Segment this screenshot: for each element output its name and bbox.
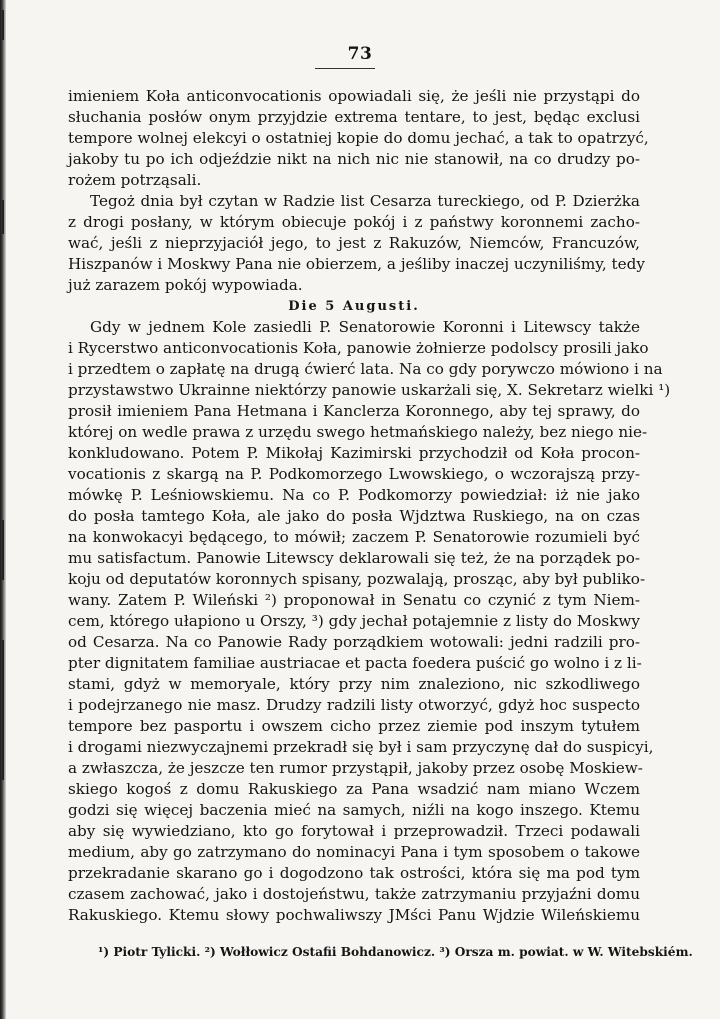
text-line: aby się wywiedziano, kto go forytował i przeprowadził. Trzeci podawali (68, 822, 640, 840)
text-line: przekradanie skarano go i dogodzono tak ostrości, która się ma pod tym (68, 864, 640, 882)
edge-mark (2, 10, 4, 40)
text-line: stami, gdyż w memoryale, który przy nim znaleziono, nic szkodliwego (68, 675, 640, 693)
text-line: jakoby tu po ich odjeździe nikt na nich nic nie stanowił, na co drudzy po- (68, 150, 640, 168)
page-number-rule (315, 68, 375, 69)
text-line: i Rycerstwo anticonvocationis Koła, panowie żołnierze podolscy prosili jako (68, 339, 649, 357)
text-line: od Cesarza. Na co Panowie Rady porządkiem wotowali: jedni radzili pro- (68, 633, 640, 651)
text-line: prosił imieniem Pana Hetmana i Kanclerza Koronnego, aby tej sprawy, do (68, 402, 640, 420)
edge-mark (2, 200, 4, 234)
text-line: której on wedle prawa z urzędu swego hetmańskiego należy, bez niego nie- (68, 423, 648, 441)
footnotes: ¹) Piotr Tylicki. ²) Wołłowicz Ostafii Bohdanowicz. ³) Orsza m. powiat. w W. Witebskiém. (98, 945, 693, 959)
text-line: imieniem Koła anticonvocationis opowiadali się, że jeśli nie przystąpi do (68, 87, 640, 105)
text-line: słuchania posłów onym przyjdzie extrema tentare, to jest, będąc exclusi (68, 108, 640, 126)
text-line: wany. Zatem P. Wileński ²) proponował in Senatu co czynić z tym Niem- (68, 591, 640, 609)
text-line: i podejrzanego nie masz. Drudzy radzili listy otworzyć, gdyż hoc suspecto (68, 696, 640, 714)
text-line: koju od deputatów koronnych spisany, pozwalają, prosząc, aby był publiko- (68, 570, 646, 588)
text-line: a zwłaszcza, że jeszcze ten rumor przystąpił, jakoby przez osobę Moskiew- (68, 759, 643, 777)
edge-mark (2, 640, 4, 780)
text-line: z drogi posłany, w którym obiecuje pokój i z państwy koronnemi zacho- (68, 213, 640, 231)
text-line: konkludowano. Potem P. Mikołaj Kazimirski przychodził od Koła procon- (68, 444, 640, 462)
text-line: Hiszpanów i Moskwy Pana nie obierzem, a jeśliby inaczej uczyniliśmy, tedy (68, 255, 645, 273)
text-line: na konwokacyi będącego, to mówił; zaczem P. Senatorowie rozumieli być (68, 528, 640, 546)
text-line: rożem potrząsali. (68, 171, 202, 189)
text-line: godzi się więcej baczenia mieć na samych, niźli na kogo inszego. Ktemu (68, 801, 640, 819)
body-text (68, 86, 671, 926)
text-line: medium, aby go zatrzymano do nominacyi Pana i tym sposobem o takowe (68, 843, 640, 861)
text-line: cem, którego ułapiono u Orszy, ³) gdy jechał potajemnie z listy do Moskwy (68, 612, 640, 630)
text-line: mu satisfactum. Panowie Litewscy deklarowali się też, że na porządek po- (68, 549, 640, 567)
text-line: do posła tamtego Koła, ale jako do posła Wjdztwa Ruskiego, na on czas (68, 507, 640, 525)
text-line: już zarazem pokój wypowiada. (68, 276, 303, 294)
text-line: mówkę P. Leśniowskiemu. Na co P. Podkomorzy powiedział: iż nie jako (68, 486, 640, 504)
text-line: pter dignitatem familiae austriacae et pacta foedera puścić go wolno i z li- (68, 654, 642, 672)
text-line: vocationis z skargą na P. Podkomorzego Lwowskiego, o wczorajszą przy- (68, 465, 640, 483)
page-number: 73 (347, 44, 373, 64)
page-binding-edge (0, 0, 6, 1019)
text-line: wać, jeśli z nieprzyjaciół jego, to jest z Rakuzów, Niemców, Francuzów, (68, 234, 640, 252)
text-line: Tegoż dnia był czytan w Radzie list Cesarza tureckiego, od P. Dzierżka (90, 192, 640, 210)
text-line: przystawstwo Ukrainne niektórzy panowie uskarżali się, X. Sekretarz wielki ¹) (68, 381, 671, 399)
section-heading: Die 5 Augusti. (288, 299, 420, 314)
text-line: Rakuskiego. Ktemu słowy pochwaliwszy JMści Panu Wjdzie Wileńskiemu (68, 906, 640, 924)
text-line: tempore wolnej elekcyi o ostatniej kopie do domu jechać, a tak to opatrzyć, (68, 129, 649, 147)
text-line: i przedtem o zapłatę na drugą ćwierć lata. Na co gdy porywczo mówiono i na (68, 360, 663, 378)
text-line: tempore bez pasportu i owszem cicho przez ziemie pod inszym tytułem (68, 717, 640, 735)
text-line: i drogami niezwyczajnemi przekradł się był i sam przyczynę dał do suspicyi, (68, 738, 654, 756)
edge-mark (2, 520, 4, 580)
text-line: skiego kogoś z domu Rakuskiego za Pana wsadzić nam miano Wczem (68, 780, 640, 798)
text-line: czasem zachować, jako i dostojeństwu, także zatrzymaniu przyjaźni domu (68, 885, 640, 903)
text-line: Gdy w jednem Kole zasiedli P. Senatorowie Koronni i Litewscy także (90, 318, 640, 336)
